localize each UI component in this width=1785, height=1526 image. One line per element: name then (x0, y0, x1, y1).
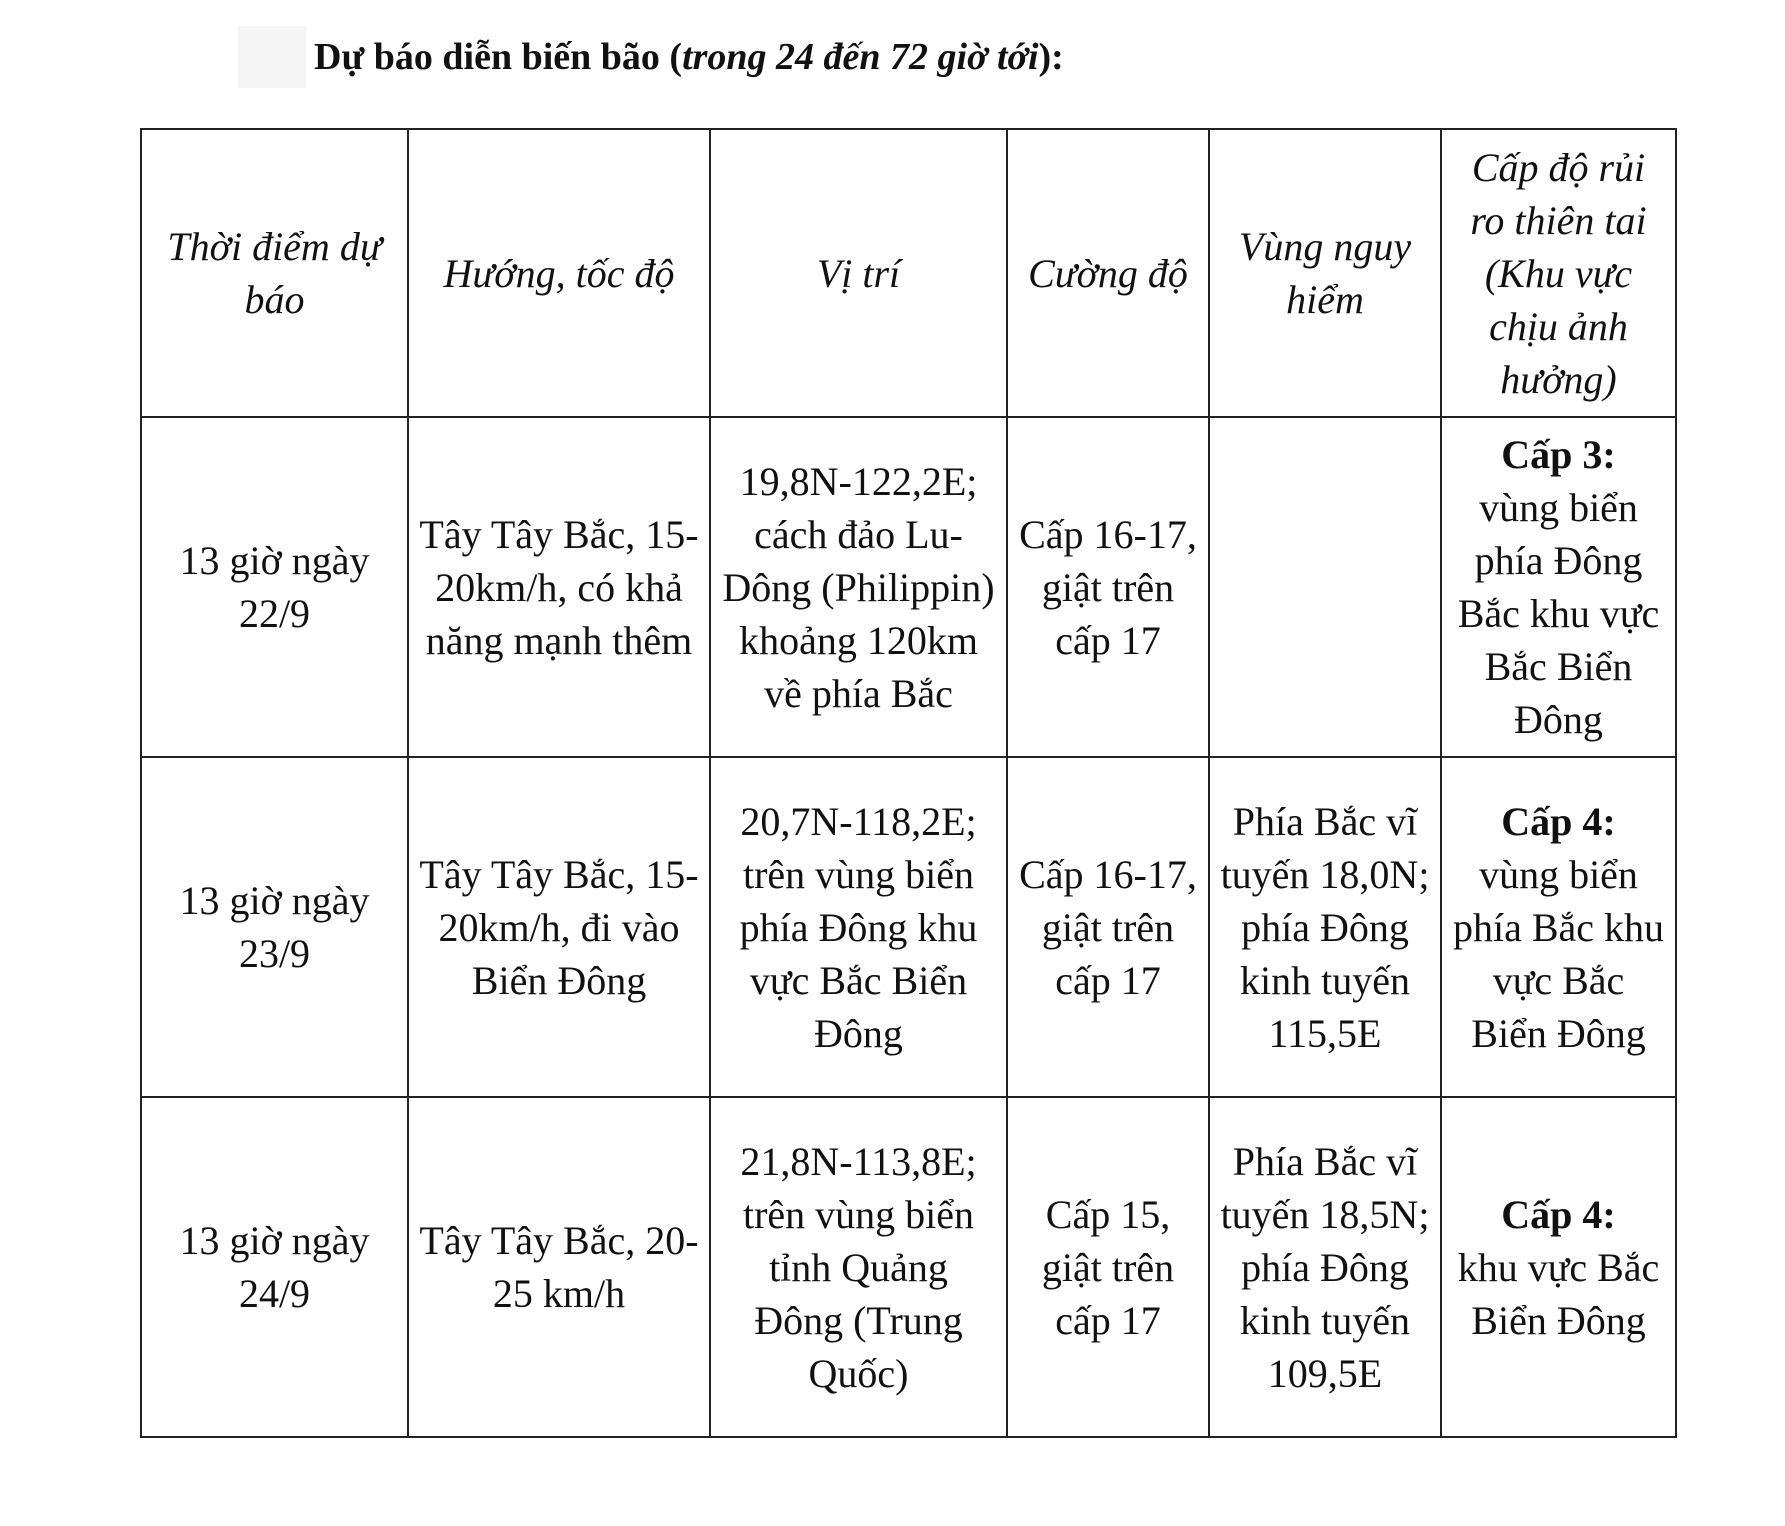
cell-intensity: Cấp 16-17, giật trên cấp 17 (1007, 417, 1209, 757)
cell-time: 13 giờ ngày 23/9 (141, 757, 408, 1097)
header-direction-speed: Hướng, tốc độ (408, 129, 710, 417)
risk-area: vùng biển phía Đông Bắc khu vực Bắc Biển Đông (1457, 485, 1660, 742)
cell-direction: Tây Tây Bắc, 20-25 km/h (408, 1097, 710, 1437)
cell-direction: Tây Tây Bắc, 15-20km/h, đi vào Biển Đông (408, 757, 710, 1097)
header-position: Vị trí (710, 129, 1007, 417)
title-italic-part: trong 24 đến 72 giờ tới (682, 36, 1039, 78)
cell-position: 21,8N-113,8E; trên vùng biển tỉnh Quảng Đông (Trung Quốc) (710, 1097, 1007, 1437)
risk-area: khu vực Bắc Biển Đông (1457, 1244, 1660, 1343)
cell-danger-zone (1209, 417, 1441, 757)
cell-risk (1441, 1097, 1676, 1437)
forecast-table (140, 128, 1677, 1438)
header-intensity: Cường độ (1007, 129, 1209, 417)
header-forecast-time: Thời điểm dự báo (141, 129, 408, 417)
risk-area: vùng biển phía Bắc khu vực Bắc Biển Đông (1452, 851, 1665, 1056)
heading-marker (238, 26, 306, 88)
cell-intensity: Cấp 16-17, giật trên cấp 17 (1007, 757, 1209, 1097)
table-header-row (141, 129, 1676, 417)
table-row (141, 1097, 1676, 1437)
risk-level: Cấp 4: (1501, 1191, 1616, 1237)
cell-position: 20,7N-118,2E; trên vùng biển phía Đông khu vực Bắc Biển Đông (710, 757, 1007, 1097)
cell-risk (1441, 417, 1676, 757)
page-title (314, 35, 1064, 79)
cell-time: 13 giờ ngày 22/9 (141, 417, 408, 757)
heading-row (238, 24, 1064, 90)
cell-risk (1441, 757, 1676, 1097)
header-danger-zone: Vùng nguy hiểm (1209, 129, 1441, 417)
table-row (141, 757, 1676, 1097)
cell-position: 19,8N-122,2E; cách đảo Lu-Dông (Philippin) khoảng 120km về phía Bắc (710, 417, 1007, 757)
header-risk-level: Cấp độ rủi ro thiên tai (Khu vực chịu ảnh hưởng) (1441, 129, 1676, 417)
title-tail-part: ): (1038, 36, 1064, 78)
cell-intensity: Cấp 15, giật trên cấp 17 (1007, 1097, 1209, 1437)
table-row (141, 417, 1676, 757)
title-bold-part: Dự báo diễn biến bão ( (314, 36, 683, 78)
cell-danger-zone: Phía Bắc vĩ tuyến 18,5N; phía Đông kinh tuyến 109,5E (1209, 1097, 1441, 1437)
cell-direction: Tây Tây Bắc, 15-20km/h, có khả năng mạnh thêm (408, 417, 710, 757)
risk-level: Cấp 4: (1501, 798, 1616, 844)
risk-level: Cấp 3: (1501, 432, 1616, 477)
cell-time: 13 giờ ngày 24/9 (141, 1097, 408, 1437)
cell-danger-zone: Phía Bắc vĩ tuyến 18,0N; phía Đông kinh tuyến 115,5E (1209, 757, 1441, 1097)
